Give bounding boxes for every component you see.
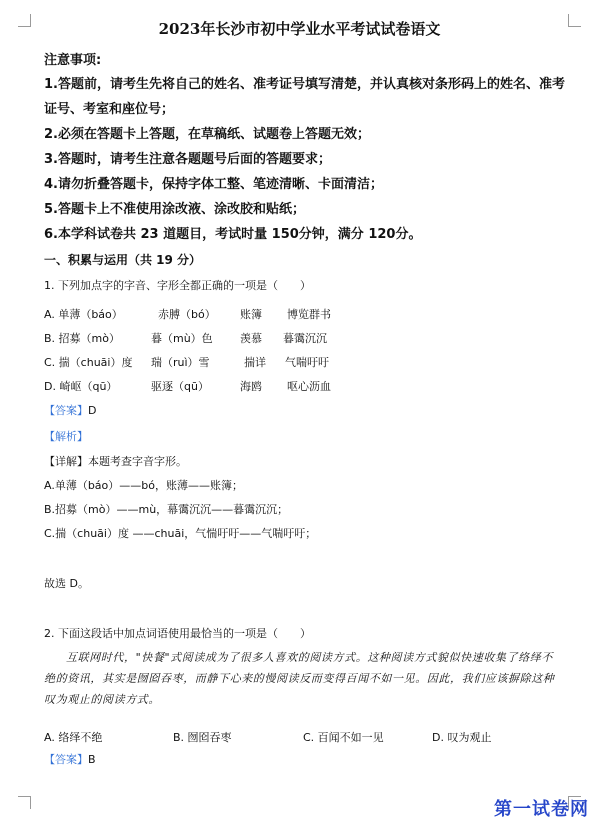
q1-note: B.招募（mò）——mù，幕霭沉沉——暮霭沉沉；: [44, 503, 289, 516]
question-2-stem: 2. 下面这段话中加点词语使用最恰当的一项是（ ）: [44, 627, 311, 640]
q1-option-d: D. 崎岖（qū）: [44, 380, 118, 393]
q2-passage: [44, 647, 556, 710]
answer-value: D: [88, 404, 97, 417]
notice-heading: 注意事项:: [44, 53, 102, 68]
q2-option-b: B. 囫囵吞枣: [173, 731, 232, 744]
answer-value: B: [88, 753, 96, 766]
section-heading: 一、积累与运用（共 19 分）: [44, 253, 202, 267]
notice-item: 3.答题时，请考生注意各题题号后面的答题要求；: [44, 152, 331, 167]
answer-tag: 【答案】: [44, 753, 88, 766]
notice-item: 1.答题前，请考生先将自己的姓名、准考证号填写清楚，并认真核对条形码上的姓名、准考: [44, 77, 565, 92]
notice-item: 2.必须在答题卡上答题，在草稿纸、试题卷上答题无效；: [44, 127, 370, 142]
question-1-stem: 1. 下列加点字的字音、字形全都正确的一项是（ ）: [44, 279, 311, 292]
q1-option-c-word: 气喘吁吁: [285, 356, 329, 369]
q1-option-b-word: 羡慕: [240, 332, 262, 345]
q1-option-a-word: 账簿: [240, 308, 262, 321]
q2-option-c: C. 百闻不如一见: [303, 731, 384, 744]
q1-option-a-word: 赤膊（bó）: [158, 308, 216, 321]
analysis-tag: 【解析】: [44, 430, 88, 443]
q1-option-d-word: 驱逐（qū）: [151, 380, 209, 393]
q1-option-c-word: 瑞（ruì）雪: [151, 356, 210, 369]
q1-option-b-word: 暮霭沉沉: [283, 332, 327, 345]
q1-option-d-word: 海鸥: [240, 380, 262, 393]
q1-option-b-word: 暮（mù）色: [151, 332, 213, 345]
q1-note: C.揣（chuāi）度 ——chuāi，气惴吁吁——气喘吁吁；: [44, 527, 317, 540]
notice-item: 证号、考室和座位号；: [44, 102, 175, 117]
q1-analysis: [44, 431, 88, 442]
q1-answer: [44, 405, 96, 416]
q2-passage-text: 互联网时代，"快餐"式阅读成为了很多人喜欢的阅读方式。这种阅读方式貌似快速收集了络绎不绝的资讯，其实是囫囵吞枣，而静下心来的慢阅读反而变得百闻不如一见。因此，我们应该摒除这种叹为观止的阅读方式。: [44, 651, 555, 706]
q1-option-c-word: 揣详: [244, 356, 266, 369]
q1-conclusion: 故选 D。: [44, 577, 89, 590]
q1-option-a: A. 单薄（báo）: [44, 308, 123, 321]
watermark-logo: 第一试卷网: [494, 799, 589, 820]
detail-text: 本题考查字音字形。: [88, 455, 187, 468]
notice-item: 6.本学科试卷共 23 道题目，考试时量 150分钟，满分 120分。: [44, 227, 422, 242]
detail-tag: 【详解】: [44, 455, 88, 468]
answer-tag: 【答案】: [44, 404, 88, 417]
q1-option-d-word: 呕心沥血: [287, 380, 331, 393]
q1-detail: [44, 456, 187, 467]
q2-option-a: A. 络绎不绝: [44, 731, 103, 744]
exam-title: 2023年长沙市初中学业水平考试试卷语文: [158, 20, 441, 38]
q1-option-a-word: 博览群书: [287, 308, 331, 321]
q1-note: A.单薄（báo）——bó，账薄——账簿；: [44, 479, 243, 492]
q2-answer: [44, 754, 96, 765]
q1-option-b: B. 招募（mò）: [44, 332, 120, 345]
crop-mark-bottom-left: [18, 796, 31, 809]
q2-option-d: D. 叹为观止: [432, 731, 492, 744]
notice-item: 5.答题卡上不准使用涂改液、涂改胶和贴纸；: [44, 202, 305, 217]
q1-option-c: C. 揣（chuāi）度: [44, 356, 133, 369]
notice-item: 4.请勿折叠答题卡，保持字体工整、笔迹清晰、卡面清洁；: [44, 177, 383, 192]
